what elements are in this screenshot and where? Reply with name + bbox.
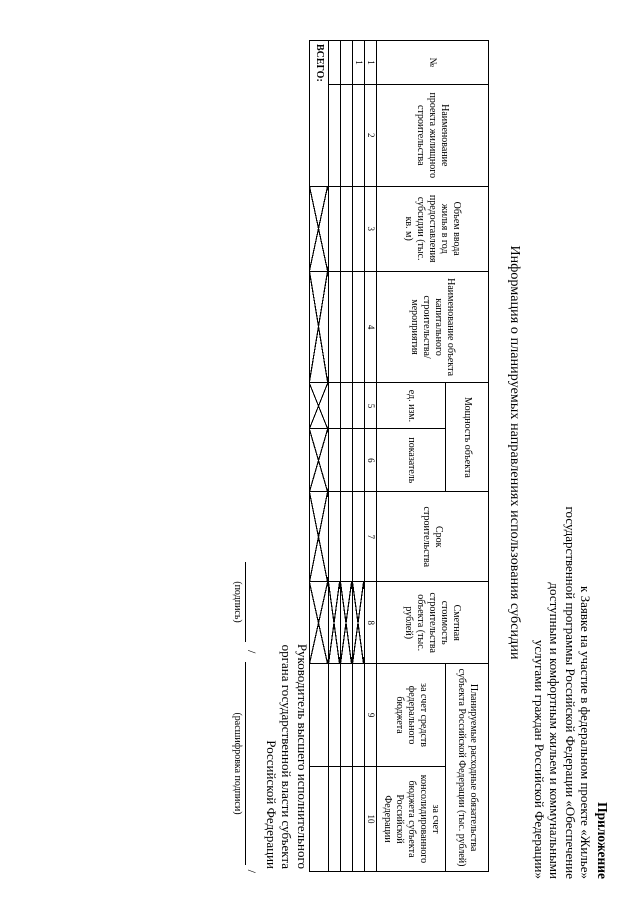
table-cell	[310, 664, 329, 767]
table-cell	[353, 383, 365, 429]
table-cell	[341, 429, 353, 492]
table-cell	[353, 186, 365, 271]
header-cost: Сметная стоимость строительства объекта (тыс. рублей)	[377, 582, 489, 664]
table-cell	[353, 429, 365, 492]
column-number: 8	[365, 582, 377, 664]
decoding-caption: (расшифровка подписи)	[232, 712, 243, 815]
row-number	[329, 41, 341, 85]
appendix-title: Приложение	[595, 802, 610, 879]
header-consolidated: за счет консолидированного бюджета субъекта Российской Федерации	[377, 766, 446, 871]
column-number: 10	[365, 766, 377, 871]
signature-rule	[245, 562, 246, 642]
table-heading: Информация о планируемых направлениях использования субсидии	[507, 245, 522, 660]
column-number: 1	[365, 41, 377, 85]
header-no: №	[377, 41, 489, 85]
table-cell	[310, 766, 329, 871]
subsidy-table	[309, 40, 489, 872]
signer-line: Руководитель высшего исполнительного	[295, 643, 310, 869]
table-cell	[329, 383, 341, 429]
appendix-block	[532, 409, 611, 879]
appendix-line: государственной программы Российской Федерации «Обеспечение	[563, 506, 578, 879]
column-number: 4	[365, 271, 377, 383]
header-indicator: показатель	[377, 429, 446, 492]
table-cell	[329, 271, 341, 383]
decoding-rule	[245, 662, 246, 865]
appendix-line: к Заявке на участие в федеральном проекте «Жилье»	[578, 586, 594, 879]
crossed-cell	[310, 383, 329, 429]
total-row	[310, 41, 329, 872]
table-cell	[353, 84, 365, 186]
column-number-row	[365, 41, 377, 872]
header-project: Наименование проекта жилищного строительства	[377, 84, 489, 186]
crossed-cell	[341, 582, 353, 664]
table-cell	[329, 186, 341, 271]
table-cell	[341, 383, 353, 429]
row-number	[341, 41, 353, 85]
table-row	[341, 41, 353, 872]
table-cell	[329, 84, 341, 186]
crossed-cell	[310, 271, 329, 383]
header-volume: Объем ввода жилья в год предоставления субсидии (тыс. кв. м)	[377, 186, 489, 271]
table-cell	[341, 664, 353, 767]
header-expenses: Планируемые расходные обязательства субъекта Российской Федерации (тыс. рублей)	[446, 664, 489, 872]
separator-slash: /	[245, 650, 259, 654]
crossed-cell	[310, 492, 329, 582]
table-cell	[341, 186, 353, 271]
table-cell	[329, 766, 341, 871]
crossed-cell	[353, 582, 365, 664]
table-cell	[353, 271, 365, 383]
column-number: 5	[365, 383, 377, 429]
table-cell	[329, 492, 341, 582]
table-cell	[329, 664, 341, 767]
column-number: 3	[365, 186, 377, 271]
crossed-cell	[310, 582, 329, 664]
table-cell	[341, 492, 353, 582]
table-cell	[329, 429, 341, 492]
table-cell	[341, 271, 353, 383]
header-unit: ед. изм.	[377, 383, 446, 429]
crossed-cell	[310, 186, 329, 271]
table-cell	[353, 766, 365, 871]
header-row	[446, 41, 489, 872]
total-label: ВСЕГО:	[310, 41, 329, 187]
signer-line: органа государственной власти субъекта	[279, 644, 295, 869]
signature-caption: (подпись)	[232, 581, 243, 623]
table-cell	[341, 84, 353, 186]
header-capacity: Мощность объекта	[446, 383, 489, 492]
row-number: 1	[353, 41, 365, 85]
header-object: Наименование объекта капитального строительства/ мероприятия	[377, 271, 489, 383]
table-row	[329, 41, 341, 872]
appendix-line: доступным и комфортным жильем и коммунальными	[547, 582, 563, 879]
column-number: 2	[365, 84, 377, 186]
table-row	[353, 41, 365, 872]
signer-line: Российской Федерации	[264, 740, 279, 869]
header-term: Срок строительства	[377, 492, 489, 582]
signer-block	[264, 569, 311, 869]
table-cell	[353, 664, 365, 767]
crossed-cell	[329, 582, 341, 664]
signature-line	[230, 562, 260, 877]
appendix-line: услугами граждан Российской Федерации»	[532, 639, 547, 879]
crossed-cell	[310, 429, 329, 492]
separator-slash: /	[245, 869, 259, 873]
header-federal: за счет средств федерального бюджета	[377, 664, 446, 767]
table-cell	[341, 766, 353, 871]
column-number: 6	[365, 429, 377, 492]
column-number: 7	[365, 492, 377, 582]
table-cell	[353, 492, 365, 582]
column-number: 9	[365, 664, 377, 767]
